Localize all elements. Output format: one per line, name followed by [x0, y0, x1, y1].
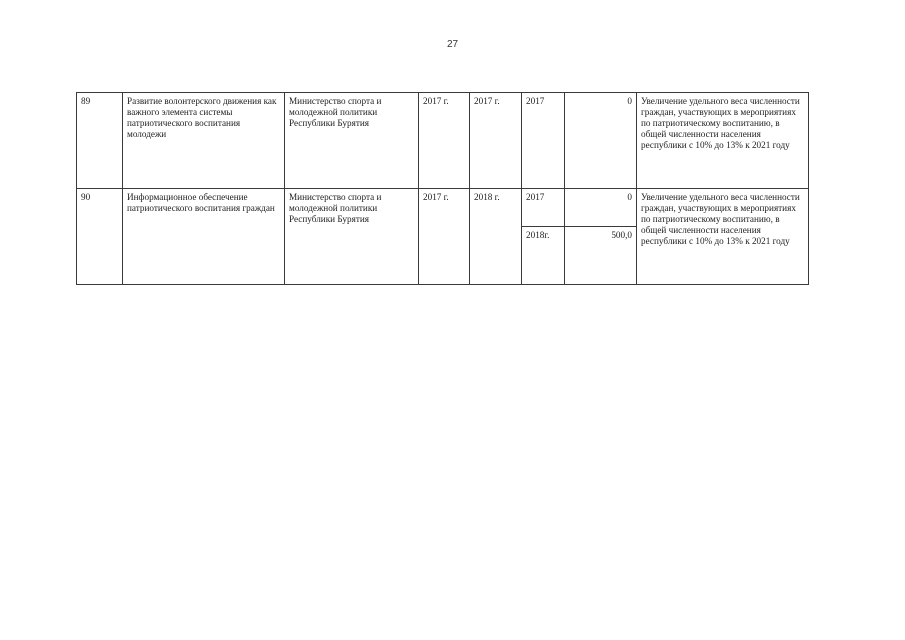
funding-amount: 0 — [565, 93, 637, 189]
executor: Министерство спорта и молодежной политики Республики Бурятия — [285, 189, 419, 285]
funding-year: 2017 — [522, 93, 565, 189]
program-measures-table — [76, 92, 809, 285]
table-row — [77, 189, 809, 227]
start-date: 2017 г. — [419, 93, 470, 189]
start-date: 2017 г. — [419, 189, 470, 285]
event-name: Развитие волонтерского движения как важного элемента системы патриотического воспитания молодежи — [123, 93, 285, 189]
end-date: 2017 г. — [470, 93, 522, 189]
row-number: 90 — [77, 189, 123, 285]
end-date: 2018 г. — [470, 189, 522, 285]
table-row — [77, 93, 809, 189]
funding-amount: 0 — [565, 189, 637, 227]
row-number: 89 — [77, 93, 123, 189]
page-number: 27 — [446, 39, 459, 50]
executor: Министерство спорта и молодежной политики Республики Бурятия — [285, 93, 419, 189]
event-name: Информационное обеспечение патриотического воспитания граждан — [123, 189, 285, 285]
expected-result: Увеличение удельного веса численности граждан, участвующих в мероприятиях по патриотическому воспитанию, в общей численности населения республики с 10% до 13% к 2021 году — [637, 189, 809, 285]
funding-year: 2018г. — [522, 227, 565, 285]
funding-year: 2017 — [522, 189, 565, 227]
funding-amount: 500,0 — [565, 227, 637, 285]
expected-result: Увеличение удельного веса численности граждан, участвующих в мероприятиях по патриотическому воспитанию, в общей численности населения республики с 10% до 13% к 2021 году — [637, 93, 809, 189]
